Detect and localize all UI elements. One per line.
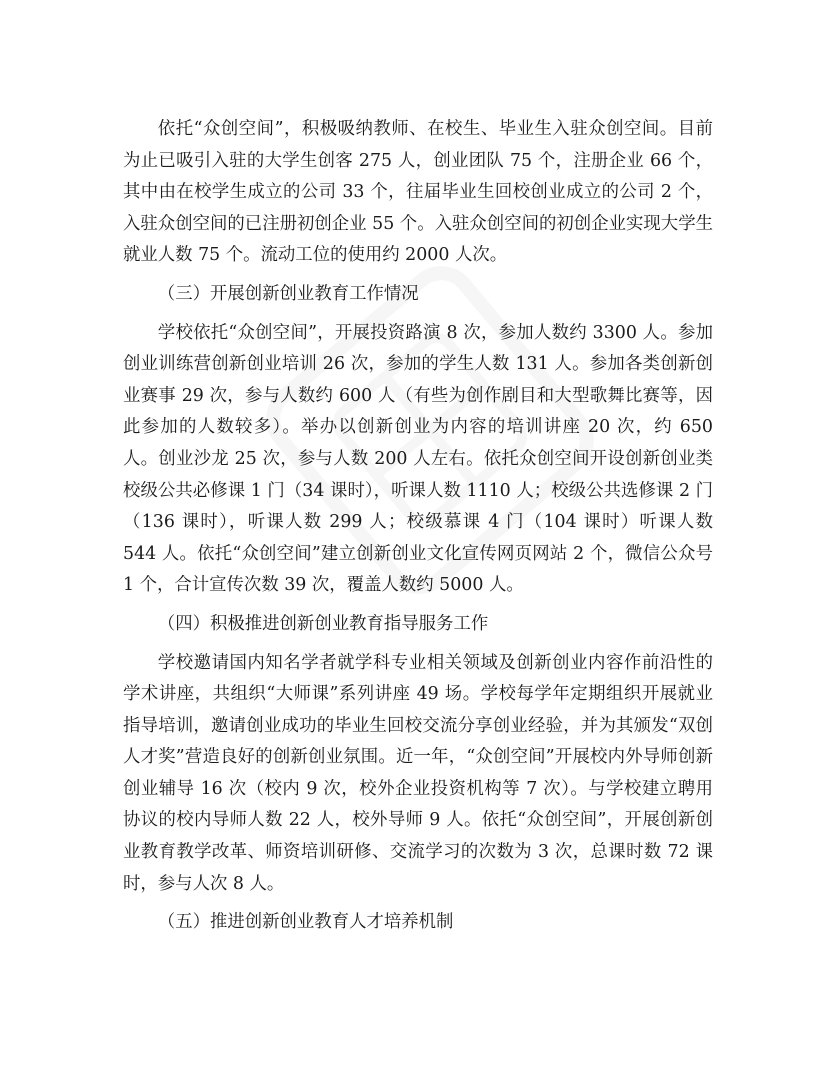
paragraph-guidance-services: 学校邀请国内知名学者就学科专业相关领域及创新创业内容作前沿性的学术讲座，共组织“大师课”系列讲座 49 场。学校每学年定期组织开展就业指导培训，邀请创业成功的毕业生回校交流分享创业经验，并为其颁发“双创人才奖”营造良好的创新创业氛围。近一年，“众创空间”开展校内外导师创新创业辅导 16 次（校内 9 次，校外企业投资机构等 7 次）。与学校建立聘用协议的校内导师人数 22 人，校外导师 9 人。依托“众创空间”，开展创新创业教育教学改革、师资培训研修、交流学习的次数为 3 次，总课时数 72 课时，参与人次 8 人。 <box>123 652 713 894</box>
document-body <box>123 114 713 946</box>
paragraph-education-activities: 学校依托“众创空间”，开展投资路演 8 次，参加人数约 3300 人。参加创业训练营创新创业培训 26 次，参加的学生人数 131 人。参加各类创新创业赛事 29 次，参与人数约 600 人（有些为创作剧目和大型歌舞比赛等，因此参加的人数较多）。举办以创新创业为内容的培训讲座 20 次，约 650 人。创业沙龙 25 次，参与人数 200 人左右。依托众创空间开设创新创业类校级公共必修课 1 门（34 课时），听课人数 1110 人；校级公共选修课 2 门（136 课时），听课人数 299 人；校级慕课 4 门（104 课时）听课人数 544 人。依托“众创空间”建立创新创业文化宣传网页网站 2 个，微信公众号 1 个，合计宣传次数 39 次，覆盖人数约 5000 人。 <box>123 322 713 596</box>
section-heading-5: （五）推进创新创业教育人才培养机制 <box>157 912 454 933</box>
section-heading-4: （四）积极推进创新创业教育指导服务工作 <box>157 613 489 634</box>
paragraph-incubator-occupancy: 依托“众创空间”，积极吸纳教师、在校生、毕业生入驻众创空间。目前为止已吸引入驻的大学生创客 275 人，创业团队 75 个，注册企业 66 个，其中由在校学生成立的公司 33 个，往届毕业生回校创业成立的公司 2 个，入驻众创空间的已注册初创企业 55 个。入驻众创空间的初创企业实现大学生就业人数 75 个。流动工位的使用约 2000 人次。 <box>123 119 713 266</box>
section-heading-3: （三）开展创新创业教育工作情况 <box>157 283 419 304</box>
